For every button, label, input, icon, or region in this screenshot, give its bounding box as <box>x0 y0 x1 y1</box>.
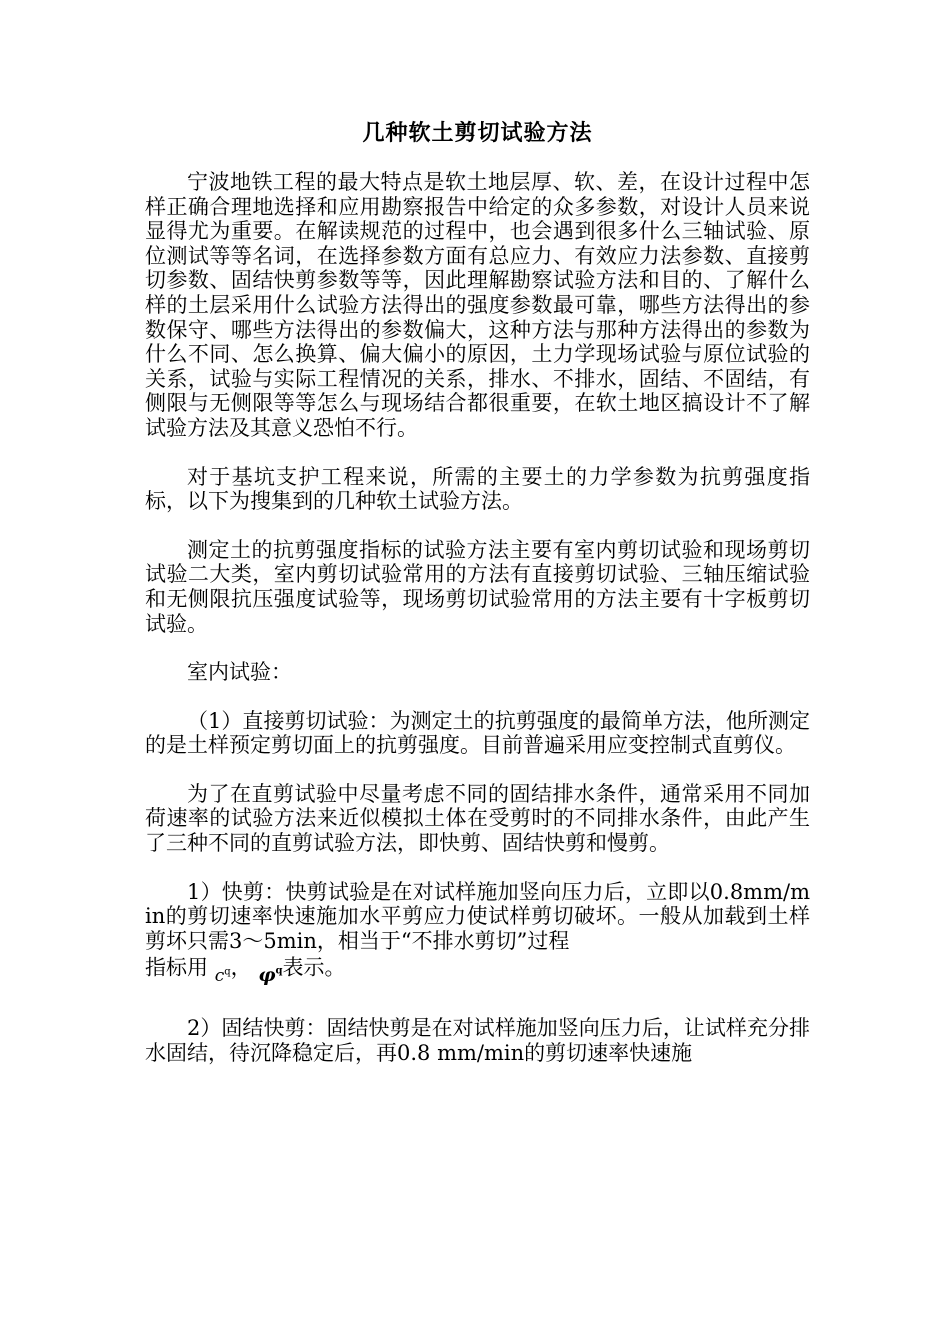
paragraph-test-categories: 测定土的抗剪强度指标的试验方法主要有室内剪切试验和现场剪切试验二大类，室内剪切试验常用的方法有直接剪切试验、三轴压缩试验和无侧限抗压强度试验等，现场剪切试验常用的方法主要有十字板剪切试验。 <box>145 537 810 636</box>
formula-suffix: 表示。 <box>282 955 346 980</box>
paragraph-intro: 宁波地铁工程的最大特点是软土地层厚、软、差，在设计过程中怎样正确合理地选择和应用勘察报告中给定的众多参数，对设计人员来说显得尤为重要。在解读规范的过程中，也会遇到很多什么三轴试验、原位测试等等名词，在选择参数方面有总应力、有效应力法参数、直接剪切参数、固结快剪参数等等，因此理解勘察试验方法和目的、了解什么样的土层采用什么试验方法得出的强度参数最可靠，哪些方法得出的参数保守、哪些方法得出的参数偏大，这种方法与那种方法得出的参数为什么不同、怎么换算、偏大偏小的原因，土力学现场试验与原位试验的关系，试验与实际工程情况的关系，排水、不排水，固结、不固结，有侧限与无侧限等等怎么与现场结合都很重要，在软土地区搞设计不了解试验方法及其意义恐怕不行。 <box>145 170 810 440</box>
cohesion-symbol: cq <box>214 965 231 986</box>
document-title: 几种软土剪切试验方法 <box>362 120 593 146</box>
paragraph-lab-tests-heading: 室内试验： <box>187 660 292 685</box>
formula-prefix: 指标用 <box>145 955 208 980</box>
formula-separator: ， <box>230 955 252 980</box>
paragraph-shear-methods: 为了在直剪试验中尽量考虑不同的固结排水条件，通常采用不同加荷速率的试验方法来近似模拟土体在受剪时的不同排水条件，由此产生了三种不同的直剪试验方法，即快剪、固结快剪和慢剪。 <box>145 781 810 856</box>
quick-shear-text: 1）快剪：快剪试验是在对试样施加竖向压力后，立即以0.8mm/min的剪切速率快速施加水平剪应力使试样剪切破坏。一般从加载到土样剪坏只需3～5min，相当于“不排水剪切”过程 <box>145 879 810 953</box>
paragraph-quick-shear <box>145 879 810 986</box>
document-page <box>145 118 810 1090</box>
paragraph-direct-shear: （1）直接剪切试验：为测定土的抗剪强度的最简单方法，他所测定的是土样预定剪切面上的抗剪强度。目前普遍采用应变控制式直剪仪。 <box>145 708 810 758</box>
friction-angle-symbol: $\varphi^q$ <box>258 963 283 986</box>
paragraph-consolidated-quick-shear: 2）固结快剪：固结快剪是在对试样施加竖向压力后，让试样充分排水固结，待沉降稳定后，再0.8 mm/min的剪切速率快速施 <box>145 1016 810 1065</box>
paragraph-foundation-pit: 对于基坑支护工程来说，所需的主要土的力学参数为抗剪强度指标，以下为搜集到的几种软土试验方法。 <box>145 464 810 514</box>
